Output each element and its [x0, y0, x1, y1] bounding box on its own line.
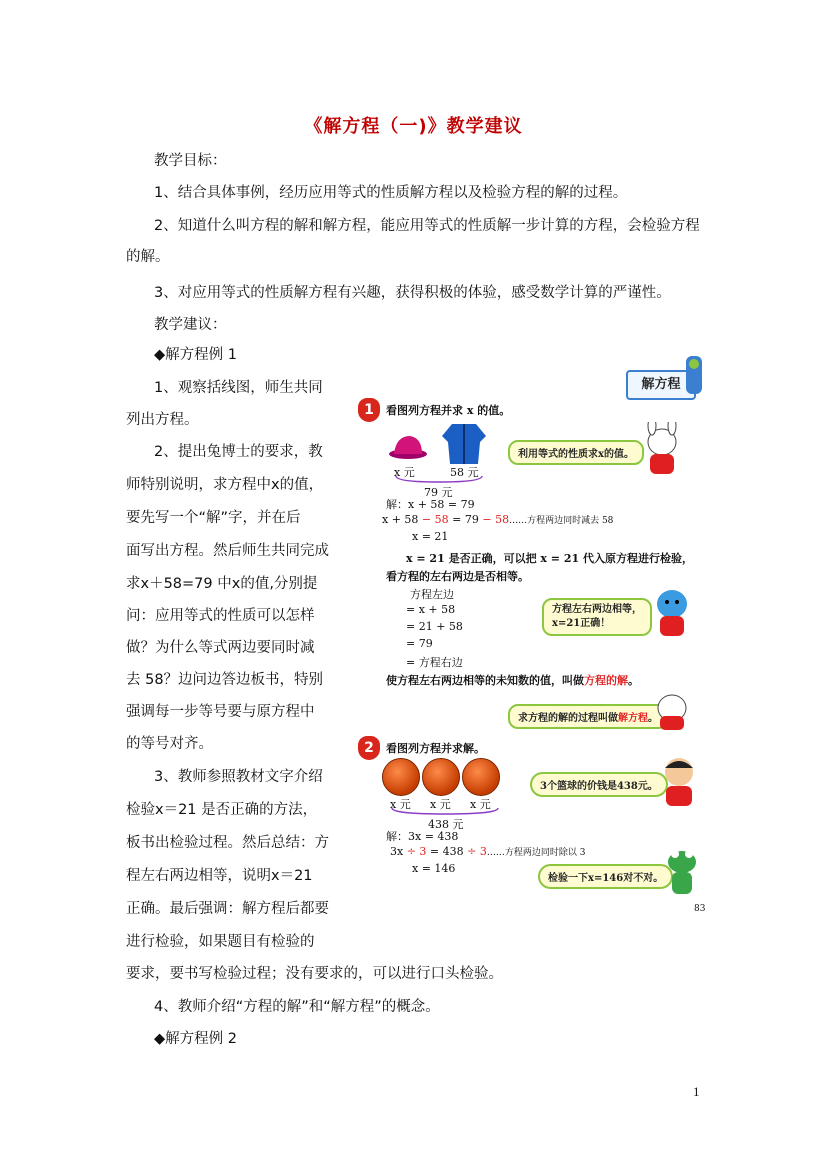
total-price: 79 元: [424, 486, 453, 499]
left-line: 板书出检验过程。然后总结：方: [126, 835, 329, 851]
left-line: 1、观察括线图，师生共同: [154, 380, 323, 396]
example-badge: 1: [358, 398, 380, 422]
question-2: 看图列方程并求解。: [386, 742, 485, 755]
book-page-number: 83: [694, 904, 706, 914]
left-line: 要先写一个“解”字，并在后: [126, 510, 301, 526]
ball-price: x 元: [470, 798, 491, 811]
section-tag: 解方程: [626, 370, 696, 400]
rabbit-character-icon: [640, 422, 684, 478]
example2-heading: ◆解方程例 2: [154, 1031, 237, 1047]
definition-solution: 使方程左右两边相等的未知数的值，叫做方程的解。: [386, 674, 639, 687]
solution-2-line2: 3x ÷ 3 = 438 ÷ 3……方程两边同时除以 3: [390, 845, 586, 858]
check-line: 方程左边: [410, 588, 454, 601]
cat-character-icon: [650, 584, 694, 640]
body-line: 要求，要书写检验过程；没有要求的，可以进行口头检验。: [126, 966, 503, 982]
textbook-figure: [350, 350, 710, 920]
check-line: = 79: [406, 637, 433, 650]
tag-clip-icon: [680, 352, 708, 398]
boy-character-icon: [656, 754, 702, 810]
left-line: 列出方程。: [126, 412, 199, 428]
question-1: 看图列方程并求 x 的值。: [386, 404, 511, 417]
left-line: 做？为什么等式两边要同时减: [126, 640, 315, 656]
left-line: 师特别说明，求方程中x的值，: [126, 477, 324, 493]
check-line: = 21 + 58: [406, 620, 463, 633]
rabbit-character-icon: [650, 686, 694, 732]
page-title: 《解方程（一)》教学建议: [304, 116, 523, 137]
total-price: 438 元: [428, 818, 464, 831]
speech-bubble: 求方程的解的过程叫做解方程。: [508, 704, 668, 729]
jacket-price: 58 元: [450, 466, 479, 479]
solution-1-line3: x = 21: [412, 530, 449, 543]
solution-2-line3: x = 146: [412, 862, 456, 875]
ball-price: x 元: [390, 798, 411, 811]
left-line: 面写出方程。然后师生共同完成: [126, 543, 329, 559]
speech-bubble: 检验一下x=146对不对。: [538, 864, 673, 889]
solution-2-line1: 解：3x = 438: [386, 830, 459, 843]
basketball-icon: [422, 758, 460, 796]
speech-bubble: 利用等式的性质求x的值。: [508, 440, 644, 465]
left-line: 正确。最后强调：解方程后都要: [126, 901, 329, 917]
example1-heading: ◆解方程例 1: [154, 347, 237, 363]
advice-heading: 教学建议：: [154, 317, 227, 333]
example-badge: 2: [358, 736, 380, 760]
speech-bubble: 3个篮球的价钱是438元。: [530, 772, 668, 797]
left-line: 的等号对齐。: [126, 736, 213, 752]
left-line: 检验x＝21 是否正确的方法，: [126, 802, 318, 818]
left-line: 问：应用等式的性质可以怎样: [126, 608, 315, 624]
basketball-icon: [382, 758, 420, 796]
speech-bubble: 方程左右两边相等， x=21正确！: [542, 598, 652, 636]
goal-line: 3、对应用等式的性质解方程有兴趣，获得积极的体验，感受数学计算的严谨性。: [154, 285, 671, 301]
check-intro: 看方程的左右两边是否相等。: [386, 570, 529, 583]
goal-line: 2、知道什么叫方程的解和解方程，能应用等式的性质解一步计算的方程，会检验方程: [154, 218, 700, 234]
body-line: 4、教师介绍“方程的解”和“解方程”的概念。: [154, 999, 440, 1015]
basketball-icon: [462, 758, 500, 796]
solution-1-line2: x + 58 − 58 = 79 − 58……方程两边同时减去 58: [382, 513, 614, 526]
solution-1-line1: 解：x + 58 = 79: [386, 498, 475, 511]
frog-character-icon: [662, 846, 702, 898]
page-number: 1: [693, 1084, 700, 1099]
left-line: 2、提出兔博士的要求，教: [154, 444, 323, 460]
jacket-icon: [442, 420, 486, 466]
ball-price: x 元: [430, 798, 451, 811]
left-line: 求x＋58=79 中x的值,分别提: [126, 576, 318, 592]
cap-icon: [388, 432, 428, 462]
left-line: 进行检验，如果题目有检验的: [126, 934, 315, 950]
goal-line: 的解。: [126, 249, 170, 265]
cap-price: x 元: [394, 466, 415, 479]
check-intro: x = 21 是否正确，可以把 x = 21 代入原方程进行检验，: [406, 552, 693, 565]
goals-heading: 教学目标：: [154, 153, 227, 169]
check-line: = x + 58: [406, 603, 456, 616]
left-line: 程左右两边相等，说明x＝21: [126, 868, 313, 884]
goal-line: 1、结合具体事例，经历应用等式的性质解方程以及检验方程的解的过程。: [154, 185, 628, 201]
left-line: 去 58？边问边答边板书，特别: [126, 672, 324, 688]
check-line: = 方程右边: [406, 656, 463, 669]
left-line: 强调每一步等号要与原方程中: [126, 704, 315, 720]
left-line: 3、教师参照教材文字介绍: [154, 769, 323, 785]
